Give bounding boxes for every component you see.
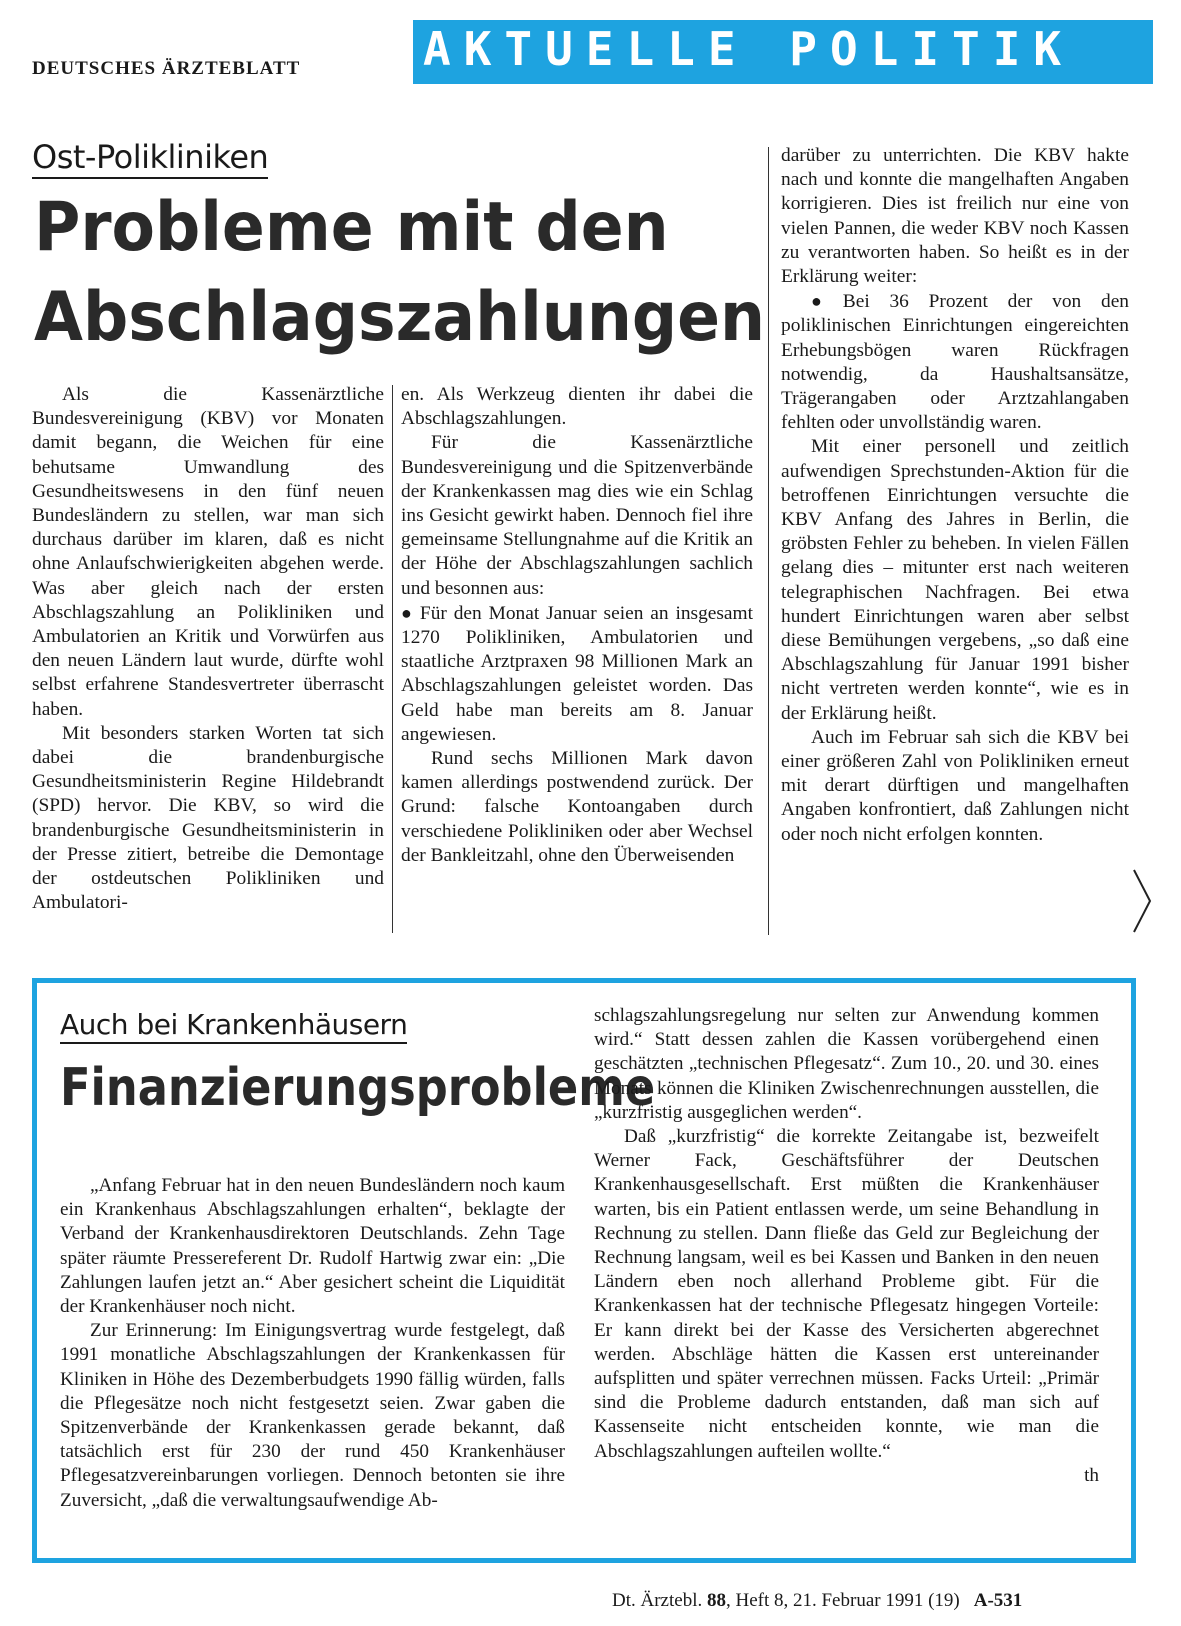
footer-journal: Dt. Ärztebl.	[612, 1590, 703, 1611]
article-headline-line-2: Abschlagszahlungen	[34, 278, 766, 357]
bullet-paragraph	[781, 289, 1129, 435]
box-headline: Finanzierungsprobleme	[60, 1058, 656, 1118]
bullet-text: Bei 36 Prozent der von den poliklinischen Einrichtungen eingereichten Erhebungsbögen waren Rückfragen notwendig, da Haushaltsansätze, Trägerangaben oder Arztzahlangaben fehlten oder unvollständig waren.	[781, 291, 1129, 434]
paragraph: Zur Erinnerung: Im Einigungsvertrag wurde festgelegt, daß 1991 monatliche Abschlagszahlungen der Krankenkassen für Kliniken in Höhe des Dezemberbudgets 1990 fällig würden, falls die Pflegesätze noch nicht festgesetzt seien. Zwar gaben die Spitzenverbände der Krankenkassen gerade bekannt, daß tatsächlich erst für 230 der rund 450 Krankenhäuser Pflegesatzvereinbarungen vorliegen. Dennoch betonten sie ihre Zuversicht, „daß die verwaltungsaufwendige Ab-	[60, 1320, 565, 1511]
box-column-1	[60, 1174, 565, 1513]
bullet-icon	[811, 291, 843, 312]
section-title: AKTUELLE POLITIK	[423, 22, 1075, 76]
paragraph: schlagszahlungsregelung nur selten zur Anwendung kommen wird.“ Statt dessen zahlen die Kassen vorübergehend einen geschätzten „technischen Pflegesatz“. Zum 10., 20. und 30. eines Monats können die Kliniken Zwischenrechnungen ausstellen, die „kurzfristig ausgeglichen werden“.	[594, 1005, 1099, 1123]
paragraph: Mit einer personell und zeitlich aufwendigen Sprechstunden-Aktion für die betroffenen Einrichtungen versuchte die KBV Anfang des Jahres in Berlin, die gröbsten Fehler zu beheben. In vielen Fällen gelang dies – mitunter erst nach weiteren telegraphischen Nachfragen. Bei etwa hundert Einrichtungen waren aber selbst diese Bemühungen vergebens, „so daß eine Abschlagszahlung für Januar 1991 bisher nicht vertreten werden konnte“, wie es in der Erklärung heißt.	[781, 436, 1129, 724]
column-rule	[768, 147, 769, 935]
box-column-2	[594, 1004, 1099, 1488]
column-rule	[392, 385, 393, 933]
article-headline-line-1: Probleme mit den	[34, 188, 669, 267]
article-kicker: Ost-Polikliniken	[32, 138, 268, 179]
article-column-1	[32, 383, 384, 915]
bullet-paragraph	[401, 601, 753, 747]
paragraph: Daß „kurzfristig“ die korrekte Zeitangabe ist, bezweifelt Werner Fack, Geschäftsführer der Deutschen Krankenhausgesellschaft. Erst müßten die Krankenhäuser warten, bis ein Patient entlassen werde, um seine Behandlung in Rechnung zu stellen. Dann fließe das Geld zur Begleichung der Rechnung langsam, weil es bei Kassen und Banken in den neuen Ländern eben noch allerhand Probleme gibt. Für die Krankenkassen hat der technische Pflegesatz hingegen Vorteile: Er kann direkt bei der Kasse des Versicherten abgerechnet werden. Abschläge hätten die Kassen erst untereinander aufsplitten und später verrechnen müssen. Facks Urteil: „Primär sind die Probleme dadurch entstanden, daß man sich auf Kassenseite nicht entscheiden konnte, wie man die Abschlagszahlungen aufteilen wollte.“	[594, 1126, 1099, 1462]
footer-issue-date: , Heft 8, 21. Februar 1991 (19)	[725, 1590, 960, 1611]
page-number: A-531	[973, 1590, 1023, 1611]
masthead: DEUTSCHES ÄRZTEBLATT	[32, 58, 301, 79]
paragraph: Auch im Februar sah sich die KBV bei einer größeren Zahl von Polikliniken erneut mit derart dürftigen und mangelhaften Angaben konfrontiert, daß Zahlungen nicht oder noch nicht erfolgen konnten.	[781, 726, 1129, 845]
paragraph: Rund sechs Millionen Mark davon kamen allerdings postwendend zurück. Der Grund: falsche Kontoangaben durch verschiedene Polikliniken oder aber Wechsel der Bankleitzahl, ohne den Überweisenden	[401, 748, 753, 866]
paragraph: Als die Kassenärztliche Bundesvereinigung (KBV) vor Monaten damit begann, die Weichen für eine behutsame Umwandlung des Gesundheitswesens in den fünf neuen Bundesländern zu stellen, war man sich durchaus darüber im klaren, daß es nicht ohne Anlaufschwierigkeiten abgehen werde. Was aber gleich nach der ersten Abschlagszahlung an Polikliniken und Ambulatorien an Kritik und Vorwürfen aus den neuen Ländern laut wurde, dürfte wohl selbst erfahrene Standesvertreter überrascht haben.	[32, 384, 384, 720]
author-signature: th	[1084, 1464, 1099, 1486]
paragraph: darüber zu unterrichten. Die KBV hakte nach und konnte die mangelhaften Angaben korrigieren. Dies ist freilich nur eine von vielen Pannen, die weder KBV noch Kassen zu verantworten haben. So heißt es in der Erklärung weiter:	[781, 145, 1129, 288]
paragraph: „Anfang Februar hat in den neuen Bundesländern noch kaum ein Krankenhaus Abschlagszahlungen erhalten“, beklagte der Verband der Krankenhausdirektoren Deutschlands. Zehn Tage später räumte Pressereferent Dr. Rudolf Hartwig zwar ein: „Die Zahlungen laufen jetzt an.“ Aber gesichert scheint die Liquidität der Krankenhäuser noch nicht.	[60, 1175, 565, 1318]
article-column-3	[781, 144, 1129, 847]
paragraph: Für die Kassenärztliche Bundesvereinigung und die Spitzenverbände der Krankenkassen mag dies wie ein Schlag ins Gesicht gewirkt haben. Dennoch fiel ihre gemeinsame Stellungnahme auf die Kritik an der Höhe der Abschlagszahlungen sachlich und besonnen aus:	[401, 432, 753, 599]
bullet-icon	[401, 603, 420, 624]
article-column-2	[401, 383, 753, 868]
bullet-text: Für den Monat Januar seien an insgesamt 1270 Polikliniken, Ambulatorien und staatliche Arztpraxen 98 Millionen Mark an Abschlagszahlungen geleistet worden. Das Geld habe man bereits am 8. Januar angewiesen.	[401, 602, 754, 745]
continue-arrow-icon	[1132, 868, 1152, 934]
page-footer	[612, 1590, 1022, 1612]
footer-volume: 88	[706, 1590, 726, 1611]
paragraph: Mit besonders starken Worten tat sich dabei die brandenburgische Gesundheitsministerin Regine Hildebrandt (SPD) hervor. Die KBV, so wird die brandenburgische Gesundheitsministerin in der Presse zitiert, betreibe die Demontage der ostdeutschen Polikliniken und Ambulatori-	[32, 722, 384, 914]
section-banner	[413, 20, 1153, 84]
box-kicker: Auch bei Krankenhäusern	[60, 1008, 407, 1044]
paragraph: en. Als Werkzeug dienten ihr dabei die Abschlagszahlungen.	[401, 384, 753, 430]
